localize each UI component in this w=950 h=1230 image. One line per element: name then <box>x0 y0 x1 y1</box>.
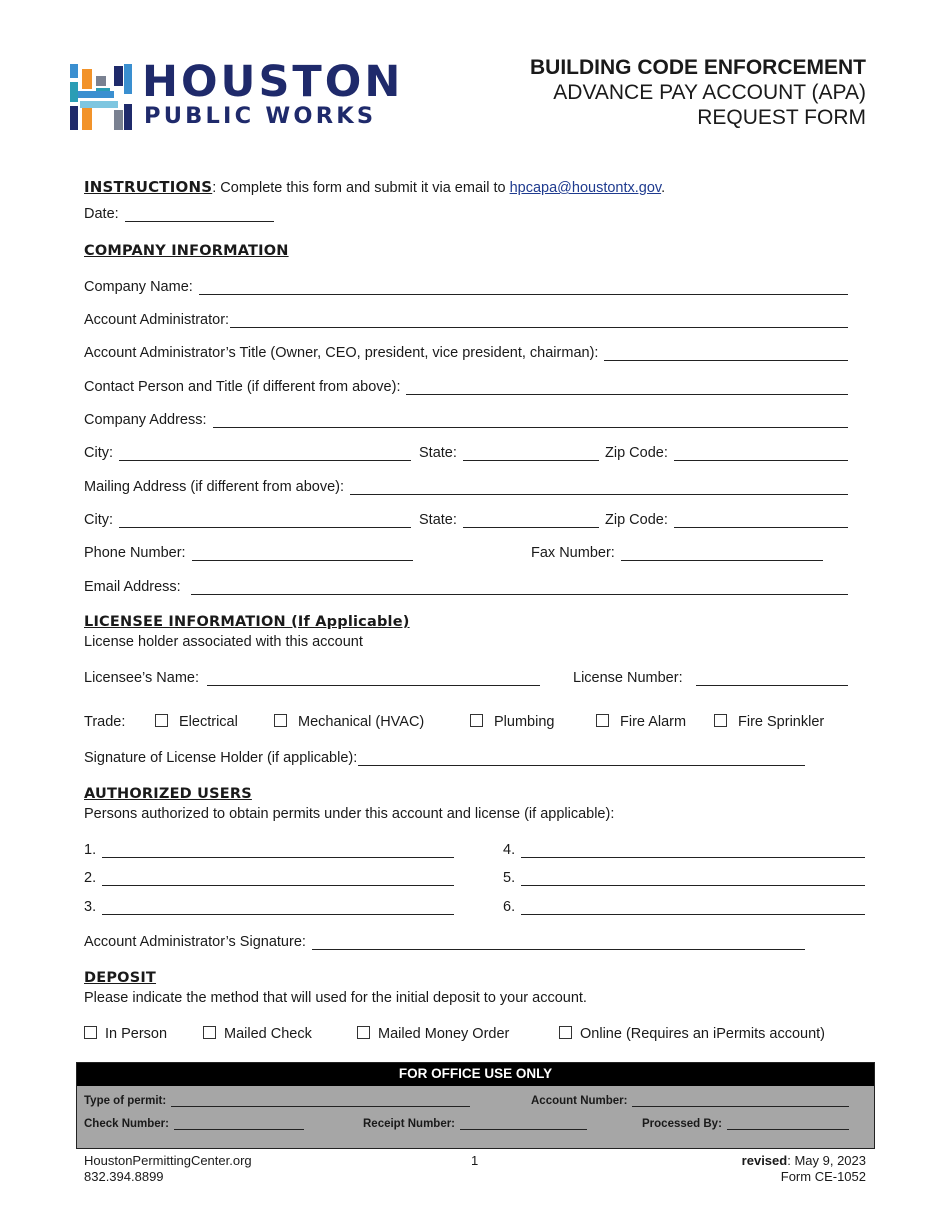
phone-field[interactable]: Phone Number: <box>84 545 413 561</box>
account-number-field[interactable]: Account Number: <box>531 1095 849 1107</box>
logo-line2: PUBLIC WORKS <box>144 103 377 129</box>
mailing-address-field[interactable]: Mailing Address (if different from above): <box>84 479 848 495</box>
houston-logo-icon <box>70 64 134 132</box>
checkbox[interactable] <box>203 1026 216 1039</box>
trade-mechanical[interactable]: Mechanical (HVAC) <box>274 714 424 730</box>
deposit-heading: DEPOSIT <box>84 970 157 986</box>
logo-line1: HOUSTON <box>142 57 404 107</box>
instructions: INSTRUCTIONS: Complete this form and submit it via email to hpcapa@houstontx.gov. <box>84 178 666 196</box>
type-of-permit-field[interactable]: Type of permit: <box>84 1095 470 1107</box>
users-heading: AUTHORIZED USERS <box>84 786 252 802</box>
trade-label: Trade: <box>84 714 126 730</box>
footer-left <box>84 1153 252 1185</box>
zip-field[interactable]: Zip Code: <box>605 445 848 461</box>
user-line-1[interactable]: 1. <box>84 842 454 858</box>
trade-plumbing[interactable]: Plumbing <box>470 714 554 730</box>
admin-title-field[interactable]: Account Administrator’s Title (Owner, CEO, president, vice president, chairman): <box>84 345 848 361</box>
logo <box>70 57 404 133</box>
form-subtitle-2: REQUEST FORM <box>697 106 866 129</box>
license-number-field[interactable]: License Number: <box>573 670 848 686</box>
licensee-heading: LICENSEE INFORMATION (If Applicable) <box>84 614 410 630</box>
checkbox[interactable] <box>559 1026 572 1039</box>
user-line-3[interactable]: 3. <box>84 899 454 915</box>
license-holder-signature-field[interactable]: Signature of License Holder (if applicable): <box>84 750 805 766</box>
email-link[interactable]: hpcapa@houstontx.gov <box>509 180 662 196</box>
trade-electrical[interactable]: Electrical <box>155 714 238 730</box>
checkbox[interactable] <box>155 714 168 727</box>
mailing-city-field[interactable]: City: <box>84 512 411 528</box>
processed-by-field[interactable]: Processed By: <box>642 1118 849 1130</box>
form-number: Form CE-1052 <box>780 1169 866 1184</box>
check-number-field[interactable]: Check Number: <box>84 1118 304 1130</box>
contact-person-field[interactable]: Contact Person and Title (if different from above): <box>84 379 848 395</box>
deposit-online[interactable]: Online (Requires an iPermits account) <box>559 1026 825 1042</box>
instructions-label: INSTRUCTIONS <box>84 178 213 196</box>
footer-website: HoustonPermittingCenter.org <box>84 1153 252 1168</box>
user-line-6[interactable]: 6. <box>503 899 865 915</box>
admin-signature-field[interactable]: Account Administrator’s Signature: <box>84 934 805 950</box>
mailing-state-field[interactable]: State: <box>419 512 599 528</box>
footer-right <box>742 1153 866 1185</box>
licensee-subtext: License holder associated with this account <box>84 634 363 650</box>
form-header <box>530 56 866 130</box>
deposit-money-order[interactable]: Mailed Money Order <box>357 1026 509 1042</box>
account-admin-field[interactable]: Account Administrator: <box>84 312 848 328</box>
deposit-in-person[interactable]: In Person <box>84 1026 167 1042</box>
form-title: BUILDING CODE ENFORCEMENT <box>530 56 866 79</box>
trade-fire-sprinkler[interactable]: Fire Sprinkler <box>714 714 824 730</box>
company-name-field[interactable]: Company Name: <box>84 279 848 295</box>
licensee-name-field[interactable]: Licensee’s Name: <box>84 670 540 686</box>
receipt-number-field[interactable]: Receipt Number: <box>363 1118 587 1130</box>
office-use-box <box>76 1062 875 1149</box>
fax-field[interactable]: Fax Number: <box>531 545 823 561</box>
trade-fire-alarm[interactable]: Fire Alarm <box>596 714 686 730</box>
deposit-subtext: Please indicate the method that will used for the initial deposit to your account. <box>84 990 587 1006</box>
office-use-title: FOR OFFICE USE ONLY <box>77 1063 874 1086</box>
instructions-text: : Complete this form and submit it via email to <box>212 180 510 196</box>
revised-date: revised: May 9, 2023 <box>741 1153 866 1168</box>
user-line-4[interactable]: 4. <box>503 842 865 858</box>
company-address-field[interactable]: Company Address: <box>84 412 848 428</box>
checkbox[interactable] <box>714 714 727 727</box>
checkbox[interactable] <box>596 714 609 727</box>
form-subtitle: ADVANCE PAY ACCOUNT (APA) <box>553 81 866 104</box>
users-subtext: Persons authorized to obtain permits under this account and license (if applicable): <box>84 806 615 822</box>
company-heading: COMPANY INFORMATION <box>84 243 289 259</box>
state-field[interactable]: State: <box>419 445 599 461</box>
page-number: 1 <box>471 1153 479 1168</box>
user-line-2[interactable]: 2. <box>84 870 454 886</box>
deposit-mailed-check[interactable]: Mailed Check <box>203 1026 312 1042</box>
email-field[interactable]: Email Address: <box>84 579 848 595</box>
date-field[interactable]: Date: <box>84 206 274 222</box>
checkbox[interactable] <box>84 1026 97 1039</box>
checkbox[interactable] <box>274 714 287 727</box>
user-line-5[interactable]: 5. <box>503 870 865 886</box>
checkbox[interactable] <box>357 1026 370 1039</box>
mailing-zip-field[interactable]: Zip Code: <box>605 512 848 528</box>
checkbox[interactable] <box>470 714 483 727</box>
city-field[interactable]: City: <box>84 445 411 461</box>
footer-phone: 832.394.8899 <box>84 1169 164 1184</box>
